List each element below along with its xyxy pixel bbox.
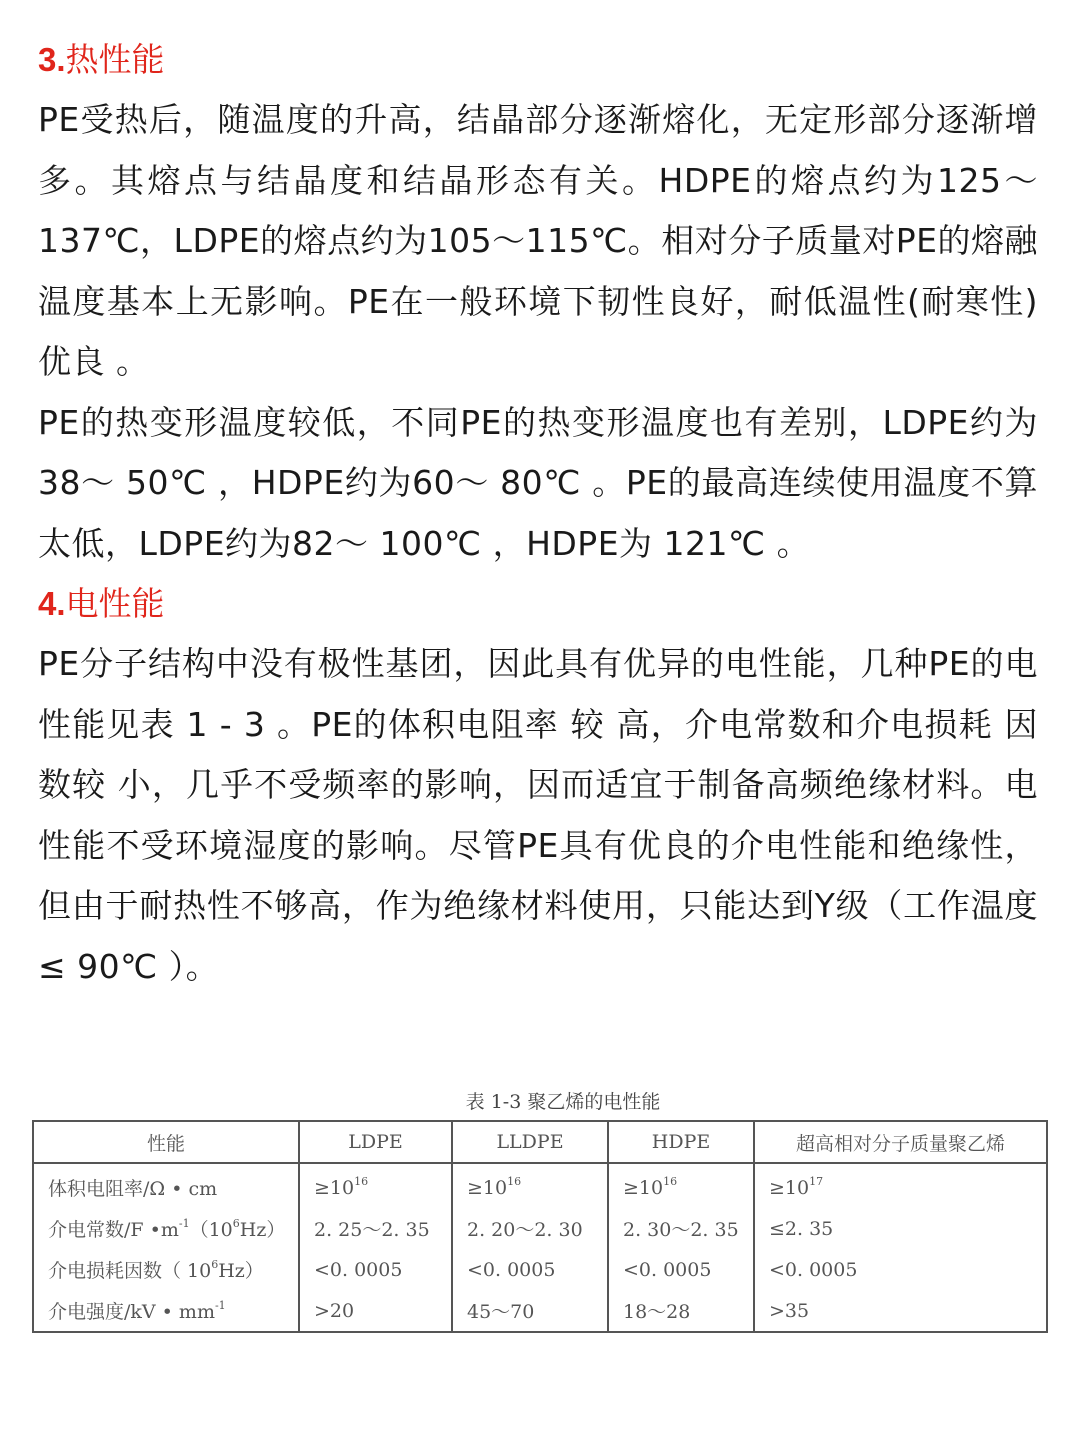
table-cell: >20 (299, 1290, 452, 1332)
table-cell: 2. 30～2. 35 (608, 1208, 754, 1249)
paragraph: PE分子结构中没有极性基团，因此具有优异的电性能，几种PE的电性能见表 1 - 3 。PE的体积电阻率 较 高，介电常数和介电损耗 因数较 小，几乎不受频率的影响，因而适宜于制备高频绝缘材料。电性能不受环境湿度的影响。尽管PE具有优良的介电性能和绝缘性，但由于耐热性不够高，作为绝缘材料使用，只能达到Y级（工作温度≤ 90℃ ）。 (38, 644, 1038, 986)
paragraph: PE受热后，随温度的升高，结晶部分逐渐熔化，无定形部分逐渐增多。其熔点与结晶度和结晶形态有关。HDPE的熔点约为125～137℃，LDPE的熔点约为105～115℃。相对分子质量对PE的熔融温度基本上无影响。PE在一般环境下韧性良好，耐低温性(耐寒性)优良 。 (38, 100, 1038, 381)
section-heading-thermal (38, 30, 1038, 90)
section-title: 热性能 (65, 40, 165, 79)
row-label: 介电常数/F $•m^{-1}(10^6Hz)$ (33, 1208, 299, 1249)
table-cell: $\ge 10^{16}$ (299, 1163, 452, 1208)
table-cell: $\ge 10^{16}$ (452, 1163, 608, 1208)
paragraph: PE的热变形温度较低，不同PE的热变形温度也有差别，LDPE约为38～ 50℃ ，HDPE约为60～ 80℃ 。PE的最高连续使用温度不算太低，LDPE约为82～ 100℃ ，HDPE为 121℃ 。 (38, 402, 1038, 563)
table-figure (32, 1088, 1048, 1333)
header-lldpe: LLDPE (452, 1121, 608, 1163)
section-number: 4. (38, 585, 66, 622)
row-label: 介电强度/kV • $mm^{-1}$ (33, 1290, 299, 1332)
table-header-row (33, 1121, 1047, 1163)
section-heading-electrical (38, 574, 1038, 634)
section-number: 3. (38, 41, 66, 78)
table-cell: $\ge 10^{17}$ (769, 1174, 824, 1199)
electrical-properties-table (32, 1120, 1048, 1333)
row-label: 介电损耗因数（ $10^6Hz$） (33, 1249, 299, 1290)
section-title: 电性能 (65, 584, 165, 623)
table-cell: <0. 0005 (769, 1258, 858, 1281)
table-cell: 45～70 (452, 1290, 608, 1332)
header-property: 性能 (33, 1121, 299, 1163)
table-row (33, 1290, 1047, 1332)
table-row (33, 1208, 1047, 1249)
header-hdpe: HDPE (608, 1121, 754, 1163)
table-cell: ≤2. 35 (769, 1217, 834, 1240)
table-cell: 2. 25～2. 35 (299, 1208, 452, 1249)
row-label: 体积电阻率/Ω • cm (33, 1163, 299, 1208)
article-body (38, 30, 1038, 997)
table-cell: <0. 0005 (608, 1249, 754, 1290)
table-cell: <0. 0005 (299, 1249, 452, 1290)
table-cell: <0. 0005 (452, 1249, 608, 1290)
header-uhmwpe: 超高相对分子质量聚乙烯 (754, 1121, 1047, 1163)
table-row (33, 1249, 1047, 1290)
table-caption: 表 1-3 聚乙烯的电性能 (465, 1091, 661, 1113)
header-ldpe: LDPE (299, 1121, 452, 1163)
table-cell: 18～28 (608, 1290, 754, 1332)
table-cell: >35 (769, 1299, 810, 1322)
table-cell: 2. 20～2. 30 (452, 1208, 608, 1249)
table-row (33, 1163, 1047, 1208)
table-cell: $\ge 10^{16}$ (608, 1163, 754, 1208)
